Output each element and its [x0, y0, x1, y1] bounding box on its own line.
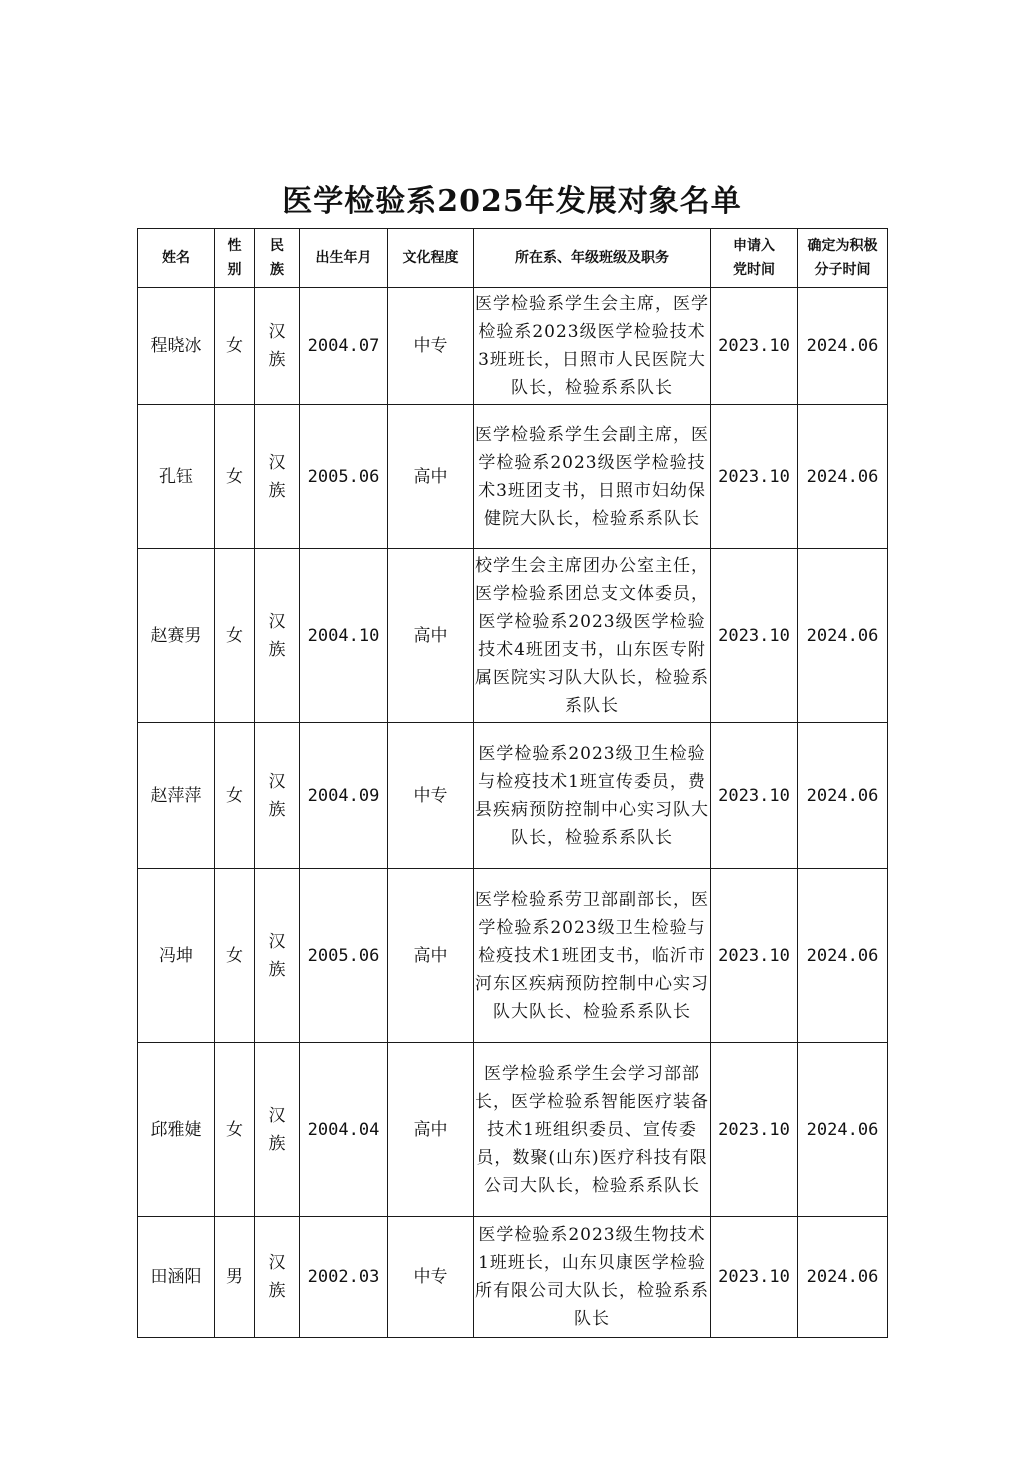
cell-ethnicity-line2: 族: [268, 1133, 286, 1154]
cell-birth: 2002.03: [300, 1217, 388, 1338]
cell-ethnicity: [255, 869, 300, 1043]
candidate-table: [137, 228, 888, 1338]
cell-ethnicity-line2: 族: [268, 639, 286, 660]
cell-activist-date: 2024.06: [798, 869, 888, 1043]
cell-name: 赵萍萍: [138, 723, 215, 869]
header-birth: 出生年月: [300, 229, 388, 288]
cell-education: 中专: [388, 723, 474, 869]
cell-ethnicity-line1: 汉: [268, 1253, 286, 1273]
table-row: [138, 869, 888, 1043]
header-ethnicity-line1: 民: [270, 238, 284, 254]
cell-ethnicity: [255, 288, 300, 405]
cell-name: 田涵阳: [138, 1217, 215, 1338]
header-ethnicity: [255, 229, 300, 288]
table-row: [138, 549, 888, 723]
cell-ethnicity-line2: 族: [268, 480, 286, 501]
cell-apply-date: 2023.10: [711, 405, 798, 549]
cell-apply-date: 2023.10: [711, 288, 798, 405]
cell-apply-date: 2023.10: [711, 1043, 798, 1217]
cell-gender: 女: [215, 1043, 255, 1217]
cell-position: 医学检验系劳卫部副部长，医学检验系2023级卫生检验与检疫技术1班团支书，临沂市河东区疾病预防控制中心实习队大队长、检验系系队长: [474, 869, 711, 1043]
header-apply-date-line1: 申请入: [733, 238, 775, 254]
header-name: 姓名: [138, 229, 215, 288]
cell-ethnicity-line1: 汉: [268, 611, 286, 632]
cell-activist-date: 2024.06: [798, 1217, 888, 1338]
cell-ethnicity-line1: 汉: [268, 452, 286, 473]
cell-apply-date: 2023.10: [711, 1217, 798, 1338]
cell-activist-date: 2024.06: [798, 723, 888, 869]
cell-ethnicity: [255, 1043, 300, 1217]
cell-name: 邱雅婕: [138, 1043, 215, 1217]
header-activist-date-line2: 分子时间: [814, 262, 871, 278]
cell-ethnicity-line2: 族: [268, 350, 286, 370]
cell-name: 冯坤: [138, 869, 215, 1043]
cell-activist-date: 2024.06: [798, 288, 888, 405]
header-gender-line2: 别: [227, 262, 242, 278]
cell-name: 赵赛男: [138, 549, 215, 723]
cell-apply-date: 2023.10: [711, 549, 798, 723]
cell-education: 高中: [388, 549, 474, 723]
cell-education: 中专: [388, 288, 474, 405]
cell-name: 程晓冰: [138, 288, 215, 405]
cell-ethnicity-line2: 族: [268, 799, 286, 820]
cell-gender: 女: [215, 405, 255, 549]
cell-ethnicity-line2: 族: [268, 959, 286, 980]
cell-ethnicity-line1: 汉: [268, 931, 286, 952]
cell-position: 医学检验系学生会主席，医学检验系2023级医学检验技术3班班长，日照市人民医院大队长，检验系系队长: [474, 288, 711, 405]
cell-position: 医学检验系2023级卫生检验与检疫技术1班宣传委员，费县疾病预防控制中心实习队大队长，检验系系队长: [474, 723, 711, 869]
cell-ethnicity: [255, 405, 300, 549]
cell-activist-date: 2024.06: [798, 1043, 888, 1217]
cell-birth: 2004.07: [300, 288, 388, 405]
cell-gender: 男: [215, 1217, 255, 1338]
cell-ethnicity-line1: 汉: [268, 322, 286, 342]
cell-activist-date: 2024.06: [798, 549, 888, 723]
cell-name: 孔钰: [138, 405, 215, 549]
table-row: [138, 405, 888, 549]
header-apply-date-line2: 党时间: [733, 262, 775, 278]
cell-birth: 2004.09: [300, 723, 388, 869]
header-gender: [215, 229, 255, 288]
cell-birth: 2004.04: [300, 1043, 388, 1217]
cell-education: 高中: [388, 869, 474, 1043]
cell-gender: 女: [215, 288, 255, 405]
cell-gender: 女: [215, 549, 255, 723]
cell-gender: 女: [215, 869, 255, 1043]
header-row: [138, 229, 888, 288]
cell-position: 医学检验系学生会学习部部长，医学检验系智能医疗装备技术1班组织委员、宣传委员，数聚(山东)医疗科技有限公司大队长，检验系系队长: [474, 1043, 711, 1217]
header-gender-line1: 性: [227, 238, 242, 254]
cell-birth: 2004.10: [300, 549, 388, 723]
cell-education: 高中: [388, 405, 474, 549]
cell-ethnicity-line1: 汉: [268, 1105, 286, 1126]
cell-ethnicity-line2: 族: [268, 1281, 286, 1301]
cell-position: 医学检验系2023级生物技术1班班长，山东贝康医学检验所有限公司大队长，检验系系队长: [474, 1217, 711, 1338]
cell-position: 医学检验系学生会副主席，医学检验系2023级医学检验技术3班团支书，日照市妇幼保健院大队长，检验系系队长: [474, 405, 711, 549]
header-activist-date-line1: 确定为积极: [807, 238, 878, 254]
cell-apply-date: 2023.10: [711, 723, 798, 869]
cell-ethnicity: [255, 723, 300, 869]
cell-apply-date: 2023.10: [711, 869, 798, 1043]
header-position: 所在系、年级班级及职务: [474, 229, 711, 288]
table-row: [138, 288, 888, 405]
cell-birth: 2005.06: [300, 869, 388, 1043]
cell-ethnicity-line1: 汉: [268, 771, 286, 792]
document-title: 医学检验系2025年发展对象名单: [282, 184, 742, 219]
cell-activist-date: 2024.06: [798, 405, 888, 549]
header-ethnicity-line2: 族: [270, 262, 284, 278]
table-row: [138, 1043, 888, 1217]
cell-gender: 女: [215, 723, 255, 869]
cell-position: 校学生会主席团办公室主任，医学检验系团总支文体委员，医学检验系2023级医学检验技术4班团支书，山东医专附属医院实习队大队长，检验系系队长: [474, 549, 711, 723]
cell-birth: 2005.06: [300, 405, 388, 549]
table-row: [138, 723, 888, 869]
cell-education: 高中: [388, 1043, 474, 1217]
header-activist-date: [798, 229, 888, 288]
table-row: [138, 1217, 888, 1338]
header-apply-date: [711, 229, 798, 288]
cell-ethnicity: [255, 549, 300, 723]
cell-education: 中专: [388, 1217, 474, 1338]
cell-ethnicity: [255, 1217, 300, 1338]
header-education: 文化程度: [388, 229, 474, 288]
